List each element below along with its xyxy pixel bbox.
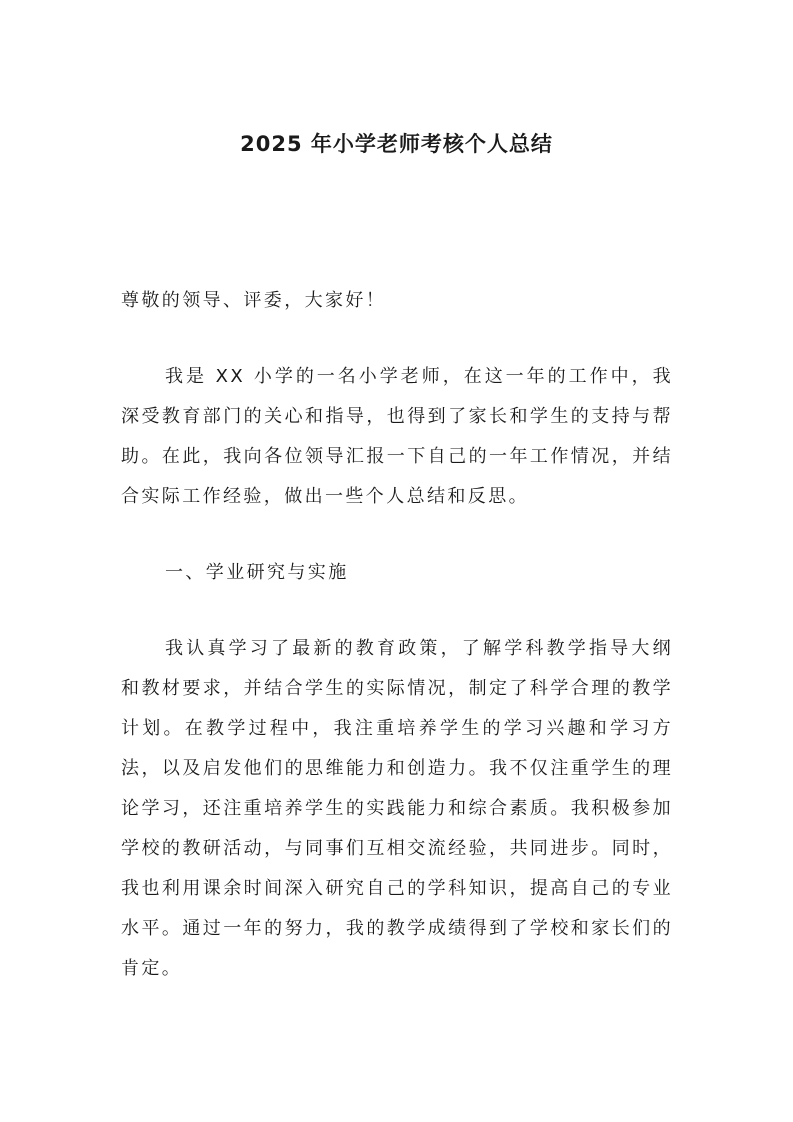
section-paragraph: 我认真学习了最新的教育政策，了解学科教学指导大纲和教材要求，并结合学生的实际情况，制定了科学合理的教学计划。在教学过程中，我注重培养学生的学习兴趣和学习方法，以及启发他们的思维能力和创造力。我不仅注重学生的理论学习，还注重培养学生的实践能力和综合素质。我积极参加学校的教研活动，与同事们互相交流经验，共同进步。同时，我也利用课余时间深入研究自己的学科知识，提高自己的专业水平。通过一年的努力，我的教学成绩得到了学校和家长们的肯定。 (121, 638, 673, 979)
section-heading: 一、学业研究与实施 (165, 562, 349, 583)
document-title: 2025 年小学老师考核个人总结 (240, 132, 553, 156)
document-body (121, 281, 673, 989)
salutation: 尊敬的领导、评委，大家好！ (121, 290, 387, 311)
intro-paragraph: 我是 XX 小学的一名小学老师，在这一年的工作中，我深受教育部门的关心和指导，也得到了家长和学生的支持与帮助。在此，我向各位领导汇报一下自己的一年工作情况，并结合实际工作经验，做出一些个人总结和反思。 (121, 366, 673, 507)
